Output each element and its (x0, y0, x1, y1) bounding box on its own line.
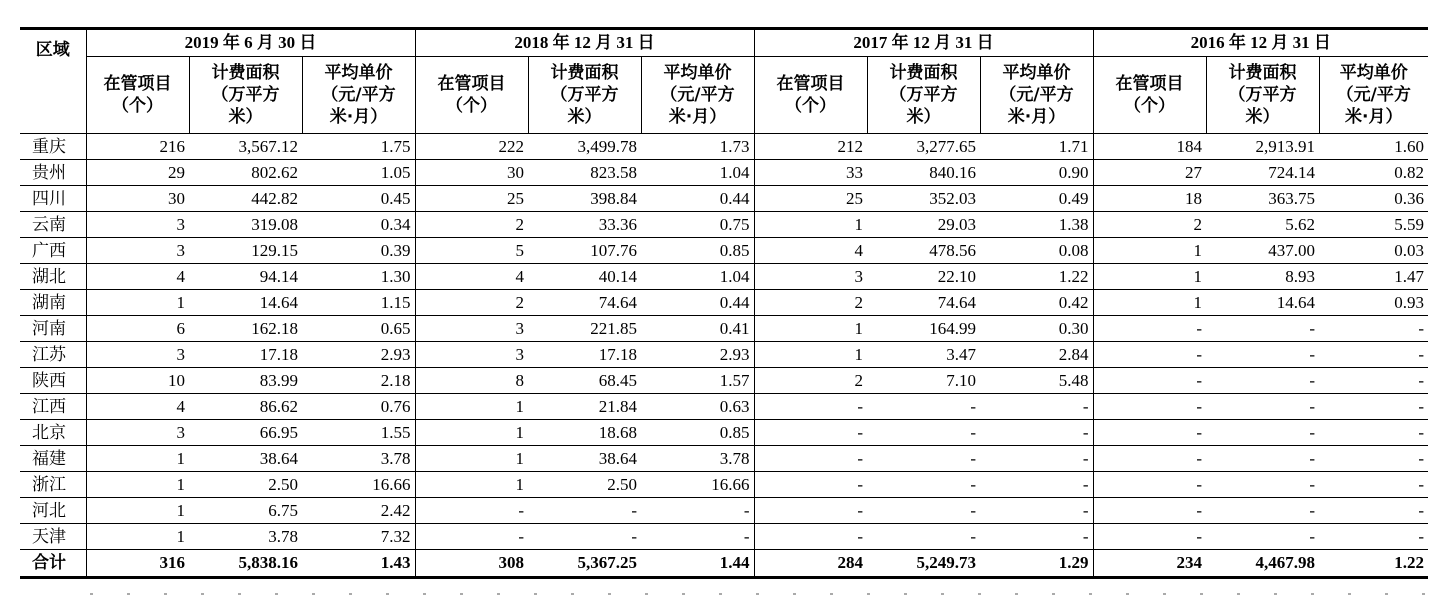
table-row (20, 420, 1428, 446)
value-cell: 16.66 (302, 472, 415, 498)
value-cell: - (1206, 446, 1319, 472)
value-cell: - (1319, 394, 1428, 420)
region-cell: 湖北 (20, 264, 86, 290)
period-header-2016-12-31: 2016 年 12 月 31 日 (1093, 29, 1428, 57)
value-cell: 2.50 (528, 472, 641, 498)
value-cell: 3 (86, 238, 189, 264)
value-cell: 0.82 (1319, 160, 1428, 186)
value-cell: 3,567.12 (189, 134, 302, 160)
value-cell: 1.04 (641, 160, 754, 186)
value-cell: 66.95 (189, 420, 302, 446)
value-cell: 107.76 (528, 238, 641, 264)
value-cell: - (415, 524, 528, 550)
value-cell: - (867, 524, 980, 550)
value-cell: 3,277.65 (867, 134, 980, 160)
value-cell: 1 (86, 498, 189, 524)
value-cell: 7.32 (302, 524, 415, 550)
subcolumn-header-line: （万平方 (1228, 85, 1297, 105)
value-cell: - (1093, 368, 1206, 394)
subcolumn-header-line: 米·月） (329, 107, 388, 127)
value-cell: 352.03 (867, 186, 980, 212)
value-cell: 3.78 (189, 524, 302, 550)
value-cell: 2.84 (980, 342, 1093, 368)
region-cell: 天津 (20, 524, 86, 550)
value-cell: 2.93 (641, 342, 754, 368)
table-row (20, 446, 1428, 472)
value-cell: 284 (754, 550, 867, 578)
subcolumn-header-line: 在管项目 (1115, 74, 1184, 94)
region-cell: 北京 (20, 420, 86, 446)
value-cell: 363.75 (1206, 186, 1319, 212)
region-cell: 广西 (20, 238, 86, 264)
value-cell: 2 (415, 290, 528, 316)
subcolumn-header-line: （万平方 (211, 85, 280, 105)
value-cell: 2 (754, 368, 867, 394)
value-cell: 14.64 (1206, 290, 1319, 316)
region-cell: 河北 (20, 498, 86, 524)
value-cell: 18 (1093, 186, 1206, 212)
value-cell: 1.71 (980, 134, 1093, 160)
table-row (20, 134, 1428, 160)
value-cell: 2 (415, 212, 528, 238)
region-cell: 合计 (20, 550, 86, 578)
value-cell: - (1319, 368, 1428, 394)
value-cell: - (867, 420, 980, 446)
value-cell: 8.93 (1206, 264, 1319, 290)
value-cell: 0.85 (641, 420, 754, 446)
value-cell: 10 (86, 368, 189, 394)
value-cell: 0.03 (1319, 238, 1428, 264)
value-cell: - (1093, 342, 1206, 368)
value-cell: - (867, 394, 980, 420)
value-cell: 0.49 (980, 186, 1093, 212)
value-cell: 222 (415, 134, 528, 160)
value-cell: 1.22 (1319, 550, 1428, 578)
value-cell: 1 (754, 342, 867, 368)
value-cell: 0.45 (302, 186, 415, 212)
value-cell: - (1206, 524, 1319, 550)
value-cell: 437.00 (1206, 238, 1319, 264)
region-cell: 重庆 (20, 134, 86, 160)
value-cell: 94.14 (189, 264, 302, 290)
value-cell: 319.08 (189, 212, 302, 238)
value-cell: 21.84 (528, 394, 641, 420)
table-row (20, 212, 1428, 238)
value-cell: - (528, 524, 641, 550)
subcolumn-header (1093, 57, 1206, 134)
value-cell: - (415, 498, 528, 524)
value-cell: 1 (86, 472, 189, 498)
table-row (20, 238, 1428, 264)
value-cell: 1.55 (302, 420, 415, 446)
region-cell: 江西 (20, 394, 86, 420)
value-cell: 0.30 (980, 316, 1093, 342)
value-cell: 1 (415, 446, 528, 472)
value-cell: 478.56 (867, 238, 980, 264)
table-row (20, 472, 1428, 498)
value-cell: 0.44 (641, 186, 754, 212)
value-cell: - (1206, 498, 1319, 524)
subcolumn-header-line: 在管项目 (776, 74, 845, 94)
value-cell: 7.10 (867, 368, 980, 394)
region-cell: 河南 (20, 316, 86, 342)
table-row (20, 342, 1428, 368)
subcolumn-header-line: 平均单价 (324, 63, 393, 83)
value-cell: 1.22 (980, 264, 1093, 290)
value-cell: 38.64 (189, 446, 302, 472)
value-cell: - (980, 498, 1093, 524)
value-cell: - (754, 420, 867, 446)
value-cell: 1 (754, 212, 867, 238)
value-cell: 29.03 (867, 212, 980, 238)
value-cell: - (1093, 394, 1206, 420)
subcolumn-header-line: （个） (1124, 96, 1176, 116)
value-cell: - (1093, 316, 1206, 342)
value-cell: 5 (415, 238, 528, 264)
subcolumn-header-line: 平均单价 (1339, 63, 1408, 83)
value-cell: 1.38 (980, 212, 1093, 238)
value-cell: 5,249.73 (867, 550, 980, 578)
subcolumn-header-line: （元/平方 (660, 85, 735, 105)
value-cell: 724.14 (1206, 160, 1319, 186)
footer-dots (0, 590, 1446, 596)
value-cell: - (867, 446, 980, 472)
value-cell: 316 (86, 550, 189, 578)
value-cell: - (1206, 472, 1319, 498)
value-cell: 4 (415, 264, 528, 290)
value-cell: 14.64 (189, 290, 302, 316)
subcolumn-header (754, 57, 867, 134)
subcolumn-header-line: 在管项目 (103, 74, 172, 94)
region-projects-table (20, 27, 1428, 579)
value-cell: 0.34 (302, 212, 415, 238)
value-cell: 1 (415, 394, 528, 420)
value-cell: 164.99 (867, 316, 980, 342)
table-row (20, 498, 1428, 524)
value-cell: - (1093, 420, 1206, 446)
value-cell: 86.62 (189, 394, 302, 420)
value-cell: - (1206, 394, 1319, 420)
value-cell: 3.78 (641, 446, 754, 472)
value-cell: 1 (415, 420, 528, 446)
subcolumn-header-line: 计费面积 (550, 63, 619, 83)
value-cell: 5,838.16 (189, 550, 302, 578)
subcolumn-header-line: （元/平方 (321, 85, 396, 105)
value-cell: 40.14 (528, 264, 641, 290)
value-cell: 3,499.78 (528, 134, 641, 160)
value-cell: 0.42 (980, 290, 1093, 316)
value-cell: 0.41 (641, 316, 754, 342)
value-cell: 1 (1093, 290, 1206, 316)
region-cell: 陕西 (20, 368, 86, 394)
subcolumn-header-line: （个） (785, 96, 837, 116)
value-cell: 5.59 (1319, 212, 1428, 238)
region-header: 区域 (20, 29, 86, 134)
region-cell: 云南 (20, 212, 86, 238)
subcolumn-header-line: （元/平方 (1336, 85, 1411, 105)
value-cell: 1.75 (302, 134, 415, 160)
subcolumn-header (528, 57, 641, 134)
value-cell: 1.44 (641, 550, 754, 578)
value-cell: 0.93 (1319, 290, 1428, 316)
value-cell: - (1319, 524, 1428, 550)
subcolumn-header-line: 米） (906, 107, 941, 127)
value-cell: 0.75 (641, 212, 754, 238)
value-cell: 5.62 (1206, 212, 1319, 238)
value-cell: - (867, 472, 980, 498)
subcolumn-header-line: 米） (1245, 107, 1280, 127)
subcolumn-header-line: 计费面积 (889, 63, 958, 83)
value-cell: 3 (754, 264, 867, 290)
value-cell: 0.44 (641, 290, 754, 316)
value-cell: 184 (1093, 134, 1206, 160)
value-cell: 1 (415, 472, 528, 498)
value-cell: - (1093, 472, 1206, 498)
value-cell: 4 (86, 394, 189, 420)
value-cell: 3 (415, 342, 528, 368)
table-row (20, 316, 1428, 342)
value-cell: 1.05 (302, 160, 415, 186)
period-header-2019-06-30: 2019 年 6 月 30 日 (86, 29, 415, 57)
table-row (20, 394, 1428, 420)
subcolumn-header (86, 57, 189, 134)
value-cell: 5,367.25 (528, 550, 641, 578)
table-row (20, 264, 1428, 290)
subcolumn-header-line: 米·月） (668, 107, 727, 127)
value-cell: 212 (754, 134, 867, 160)
table-row (20, 368, 1428, 394)
value-cell: 6.75 (189, 498, 302, 524)
value-cell: 30 (415, 160, 528, 186)
value-cell: 802.62 (189, 160, 302, 186)
value-cell: 8 (415, 368, 528, 394)
value-cell: 398.84 (528, 186, 641, 212)
value-cell: - (754, 394, 867, 420)
value-cell: 4 (754, 238, 867, 264)
value-cell: - (754, 472, 867, 498)
value-cell: - (754, 498, 867, 524)
period-header-2017-12-31: 2017 年 12 月 31 日 (754, 29, 1093, 57)
table-row (20, 524, 1428, 550)
value-cell: 25 (754, 186, 867, 212)
value-cell: - (528, 498, 641, 524)
value-cell: 0.08 (980, 238, 1093, 264)
subcolumn-header-line: （个） (446, 96, 498, 116)
value-cell: 0.65 (302, 316, 415, 342)
value-cell: 1.04 (641, 264, 754, 290)
value-cell: 2 (754, 290, 867, 316)
value-cell: 823.58 (528, 160, 641, 186)
value-cell: - (641, 498, 754, 524)
value-cell: 4 (86, 264, 189, 290)
value-cell: - (1319, 342, 1428, 368)
region-cell: 江苏 (20, 342, 86, 368)
value-cell: - (1319, 316, 1428, 342)
value-cell: 3.78 (302, 446, 415, 472)
subcolumn-header (1206, 57, 1319, 134)
value-cell: 4,467.98 (1206, 550, 1319, 578)
value-cell: 22.10 (867, 264, 980, 290)
value-cell: 29 (86, 160, 189, 186)
subcolumn-header-line: 计费面积 (1228, 63, 1297, 83)
value-cell: - (1206, 342, 1319, 368)
region-cell: 贵州 (20, 160, 86, 186)
subcolumn-header-line: 米） (228, 107, 263, 127)
value-cell: 16.66 (641, 472, 754, 498)
value-cell: - (1093, 446, 1206, 472)
value-cell: 1.30 (302, 264, 415, 290)
table-row (20, 290, 1428, 316)
subcolumn-header-line: 平均单价 (1002, 63, 1071, 83)
subcolumn-header (1319, 57, 1428, 134)
value-cell: 74.64 (528, 290, 641, 316)
value-cell: 1.60 (1319, 134, 1428, 160)
value-cell: 162.18 (189, 316, 302, 342)
total-row (20, 550, 1428, 578)
value-cell: - (641, 524, 754, 550)
subcolumn-header-line: 计费面积 (211, 63, 280, 83)
value-cell: 3 (86, 420, 189, 446)
value-cell: - (1319, 420, 1428, 446)
region-cell: 四川 (20, 186, 86, 212)
value-cell: 3 (415, 316, 528, 342)
value-cell: - (980, 446, 1093, 472)
value-cell: - (1319, 472, 1428, 498)
value-cell: 1.73 (641, 134, 754, 160)
subcolumn-header-line: 米·月） (1007, 107, 1066, 127)
value-cell: - (1319, 498, 1428, 524)
value-cell: 2,913.91 (1206, 134, 1319, 160)
subcolumn-header-line: （万平方 (889, 85, 958, 105)
value-cell: 129.15 (189, 238, 302, 264)
subcolumn-header (867, 57, 980, 134)
table-row (20, 186, 1428, 212)
region-cell: 浙江 (20, 472, 86, 498)
subcolumn-header (189, 57, 302, 134)
value-cell: 33.36 (528, 212, 641, 238)
subcolumn-header-line: （个） (112, 96, 163, 116)
value-cell: 1 (86, 524, 189, 550)
value-cell: - (1093, 498, 1206, 524)
value-cell: 0.90 (980, 160, 1093, 186)
value-cell: - (867, 498, 980, 524)
value-cell: - (1319, 446, 1428, 472)
region-cell: 湖南 (20, 290, 86, 316)
subcolumn-header-line: （元/平方 (999, 85, 1074, 105)
subcolumn-header-line: 平均单价 (663, 63, 732, 83)
subcolumn-header (641, 57, 754, 134)
value-cell: 2.42 (302, 498, 415, 524)
value-cell: 27 (1093, 160, 1206, 186)
value-cell: 5.48 (980, 368, 1093, 394)
subcolumn-header-line: 在管项目 (437, 74, 506, 94)
value-cell: 2.18 (302, 368, 415, 394)
value-cell: 0.76 (302, 394, 415, 420)
subcolumn-header-line: 米·月） (1345, 107, 1403, 127)
value-cell: 1.57 (641, 368, 754, 394)
subcolumn-header-line: 米） (567, 107, 602, 127)
value-cell: - (980, 420, 1093, 446)
value-cell: - (1206, 420, 1319, 446)
subcolumn-header (415, 57, 528, 134)
value-cell: 1 (754, 316, 867, 342)
value-cell: 2 (1093, 212, 1206, 238)
value-cell: 6 (86, 316, 189, 342)
value-cell: 25 (415, 186, 528, 212)
value-cell: 1 (86, 446, 189, 472)
value-cell: 68.45 (528, 368, 641, 394)
value-cell: 1.43 (302, 550, 415, 578)
subcolumn-header (980, 57, 1093, 134)
value-cell: 30 (86, 186, 189, 212)
value-cell: - (980, 472, 1093, 498)
period-header-2018-12-31: 2018 年 12 月 31 日 (415, 29, 754, 57)
subcolumn-header-line: （万平方 (550, 85, 619, 105)
value-cell: - (1093, 524, 1206, 550)
value-cell: - (980, 524, 1093, 550)
value-cell: 221.85 (528, 316, 641, 342)
value-cell: 216 (86, 134, 189, 160)
value-cell: 17.18 (189, 342, 302, 368)
value-cell: 0.36 (1319, 186, 1428, 212)
value-cell: 0.63 (641, 394, 754, 420)
value-cell: 1 (1093, 264, 1206, 290)
value-cell: 83.99 (189, 368, 302, 394)
value-cell: 0.39 (302, 238, 415, 264)
value-cell: 1 (86, 290, 189, 316)
value-cell: 234 (1093, 550, 1206, 578)
value-cell: - (980, 394, 1093, 420)
value-cell: 18.68 (528, 420, 641, 446)
value-cell: 1.29 (980, 550, 1093, 578)
value-cell: 1.47 (1319, 264, 1428, 290)
value-cell: 17.18 (528, 342, 641, 368)
value-cell: 308 (415, 550, 528, 578)
value-cell: 38.64 (528, 446, 641, 472)
value-cell: 33 (754, 160, 867, 186)
value-cell: 74.64 (867, 290, 980, 316)
value-cell: - (1206, 368, 1319, 394)
value-cell: 3.47 (867, 342, 980, 368)
value-cell: 2.93 (302, 342, 415, 368)
value-cell: - (1206, 316, 1319, 342)
subcolumn-header (302, 57, 415, 134)
table-row (20, 160, 1428, 186)
value-cell: - (754, 524, 867, 550)
value-cell: - (754, 446, 867, 472)
value-cell: 442.82 (189, 186, 302, 212)
value-cell: 840.16 (867, 160, 980, 186)
value-cell: 2.50 (189, 472, 302, 498)
value-cell: 1.15 (302, 290, 415, 316)
value-cell: 3 (86, 212, 189, 238)
value-cell: 1 (1093, 238, 1206, 264)
value-cell: 3 (86, 342, 189, 368)
region-cell: 福建 (20, 446, 86, 472)
value-cell: 0.85 (641, 238, 754, 264)
